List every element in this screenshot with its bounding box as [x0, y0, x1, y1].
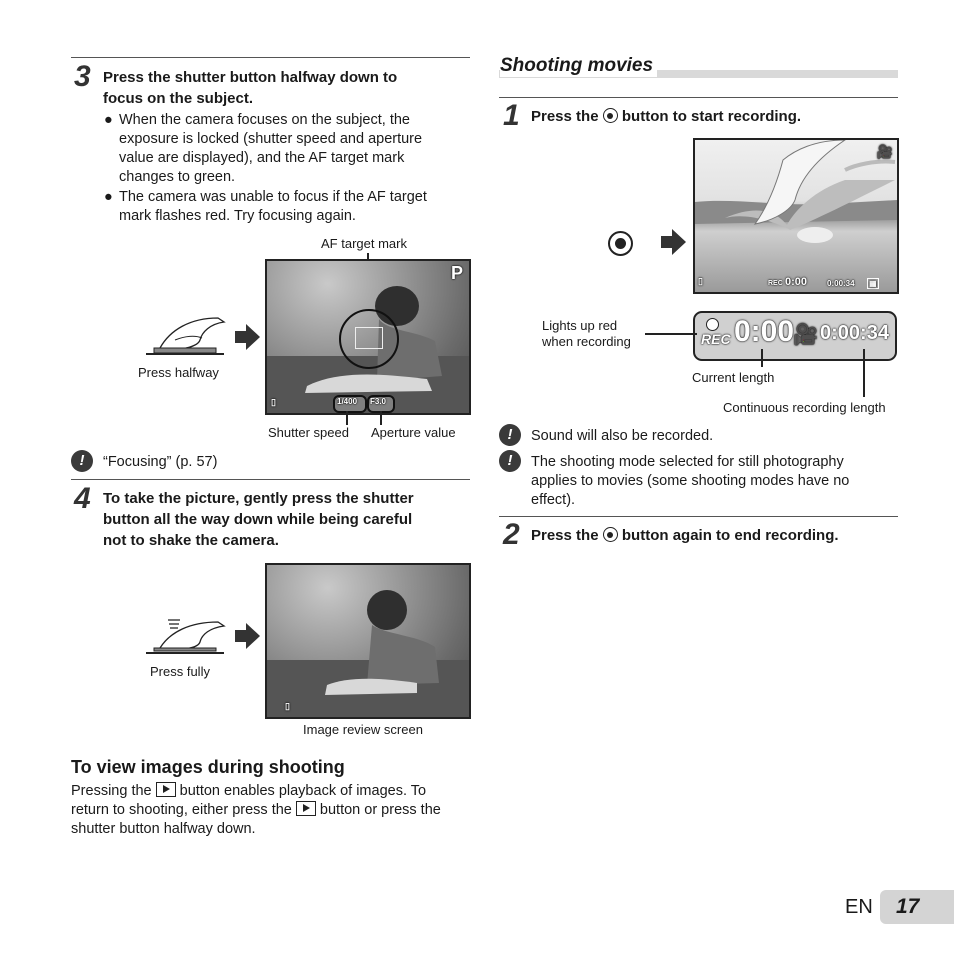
- rec-label: REC: [701, 331, 731, 347]
- view-paragraph: Pressing the button enables playback of images. To return to shooting, either press the button or press the shutter button halfway down.: [71, 783, 441, 837]
- shutter-speed-label: Shutter speed: [268, 425, 349, 440]
- caution-icon: !: [499, 450, 521, 472]
- record-dot: [615, 238, 626, 249]
- movie-camera-icon: 🎥: [793, 324, 818, 346]
- shutter-speed-value: 1/400: [337, 397, 358, 406]
- play-button-icon: [156, 782, 176, 797]
- tip-text: “Focusing” (p. 57): [103, 454, 218, 470]
- review-icon: ▯: [285, 701, 290, 711]
- arrow-right-icon: [246, 324, 260, 350]
- press-fully-label: Press fully: [150, 664, 210, 679]
- step-number: 2: [503, 518, 520, 551]
- record-button-icon: [603, 108, 618, 123]
- current-length-label: Current length: [692, 370, 775, 385]
- arrow-right-icon: [246, 623, 260, 649]
- caution-icon: !: [71, 450, 93, 472]
- bullet-dot: ●: [104, 189, 113, 205]
- card-icon: ▯: [698, 276, 703, 286]
- play-button-icon: [296, 801, 316, 816]
- shutter-pointer-line: [346, 411, 348, 425]
- aperture-pointer-line: [380, 411, 382, 425]
- lights-pointer-line: [645, 333, 697, 335]
- arrow-right-icon: [672, 229, 686, 255]
- mode-indicator: P: [450, 263, 463, 283]
- hand-press-fully-illustration: [140, 610, 230, 660]
- subject-silhouette: [267, 565, 469, 717]
- movie-screen: [693, 138, 899, 294]
- press-halfway-label: Press halfway: [138, 365, 219, 380]
- step-title: Press the button again to end recording.: [531, 527, 839, 544]
- current-pointer-line: [761, 349, 763, 367]
- step-title: To take the picture, gently press the shutter button all the way down while being careful not to shake the camera.: [103, 490, 414, 549]
- note-text: Sound will also be recorded.: [531, 428, 714, 444]
- small-current-time: 0:00: [785, 276, 808, 288]
- rec-indicator-dot: [706, 318, 719, 331]
- aperture-value-label: Aperture value: [371, 425, 456, 440]
- small-remaining-time: 0:00:34: [827, 279, 855, 288]
- bullet-text: The camera was unable to focus if the AF target mark flashes red. Try focusing again.: [119, 189, 427, 224]
- continuous-pointer-line: [863, 349, 865, 397]
- current-length-value: 0:00: [734, 315, 795, 348]
- continuous-length-label: Continuous recording length: [723, 400, 886, 415]
- remaining-length-value: 0:00:34: [820, 322, 889, 344]
- bullet-text: When the camera focuses on the subject, the exposure is locked (shutter speed and aperture value are displayed), and the AF target mark changes to green.: [119, 112, 423, 185]
- image-review-label: Image review screen: [303, 722, 423, 737]
- step-number: 3: [74, 60, 91, 93]
- card-icon: ▯: [271, 397, 276, 407]
- hand-press-halfway-illustration: [140, 310, 230, 360]
- step-number: 1: [503, 99, 520, 132]
- af-target-frame: [355, 327, 383, 349]
- af-target-label: AF target mark: [321, 236, 407, 251]
- note-text: The shooting mode selected for still photography applies to movies (some shooting modes have no effect).: [531, 454, 850, 508]
- camera-screen-focus: [265, 259, 471, 415]
- small-quality-icon: ▦: [869, 279, 877, 288]
- caution-icon: !: [499, 424, 521, 446]
- movie-mode-icon: 🎥: [876, 144, 893, 159]
- page-lang: EN: [845, 896, 873, 918]
- section-heading: To view images during shooting: [71, 757, 345, 777]
- record-button-large-icon: [608, 231, 633, 256]
- step-title: Press the shutter button halfway down to focus on the subject.: [103, 69, 398, 107]
- section-title: Shooting movies: [500, 55, 657, 77]
- image-review-screen: [265, 563, 471, 719]
- lights-up-label: Lights up red when recording: [542, 318, 631, 349]
- aperture-value: F3.0: [370, 397, 387, 406]
- step-number: 4: [74, 482, 91, 515]
- page-number: 17: [896, 895, 920, 918]
- bullet-dot: ●: [104, 112, 113, 128]
- record-button-icon: [603, 527, 618, 542]
- small-rec-label: REC: [768, 280, 783, 287]
- seagull-illustration: [695, 140, 897, 292]
- step-title: Press the button to start recording.: [531, 108, 802, 125]
